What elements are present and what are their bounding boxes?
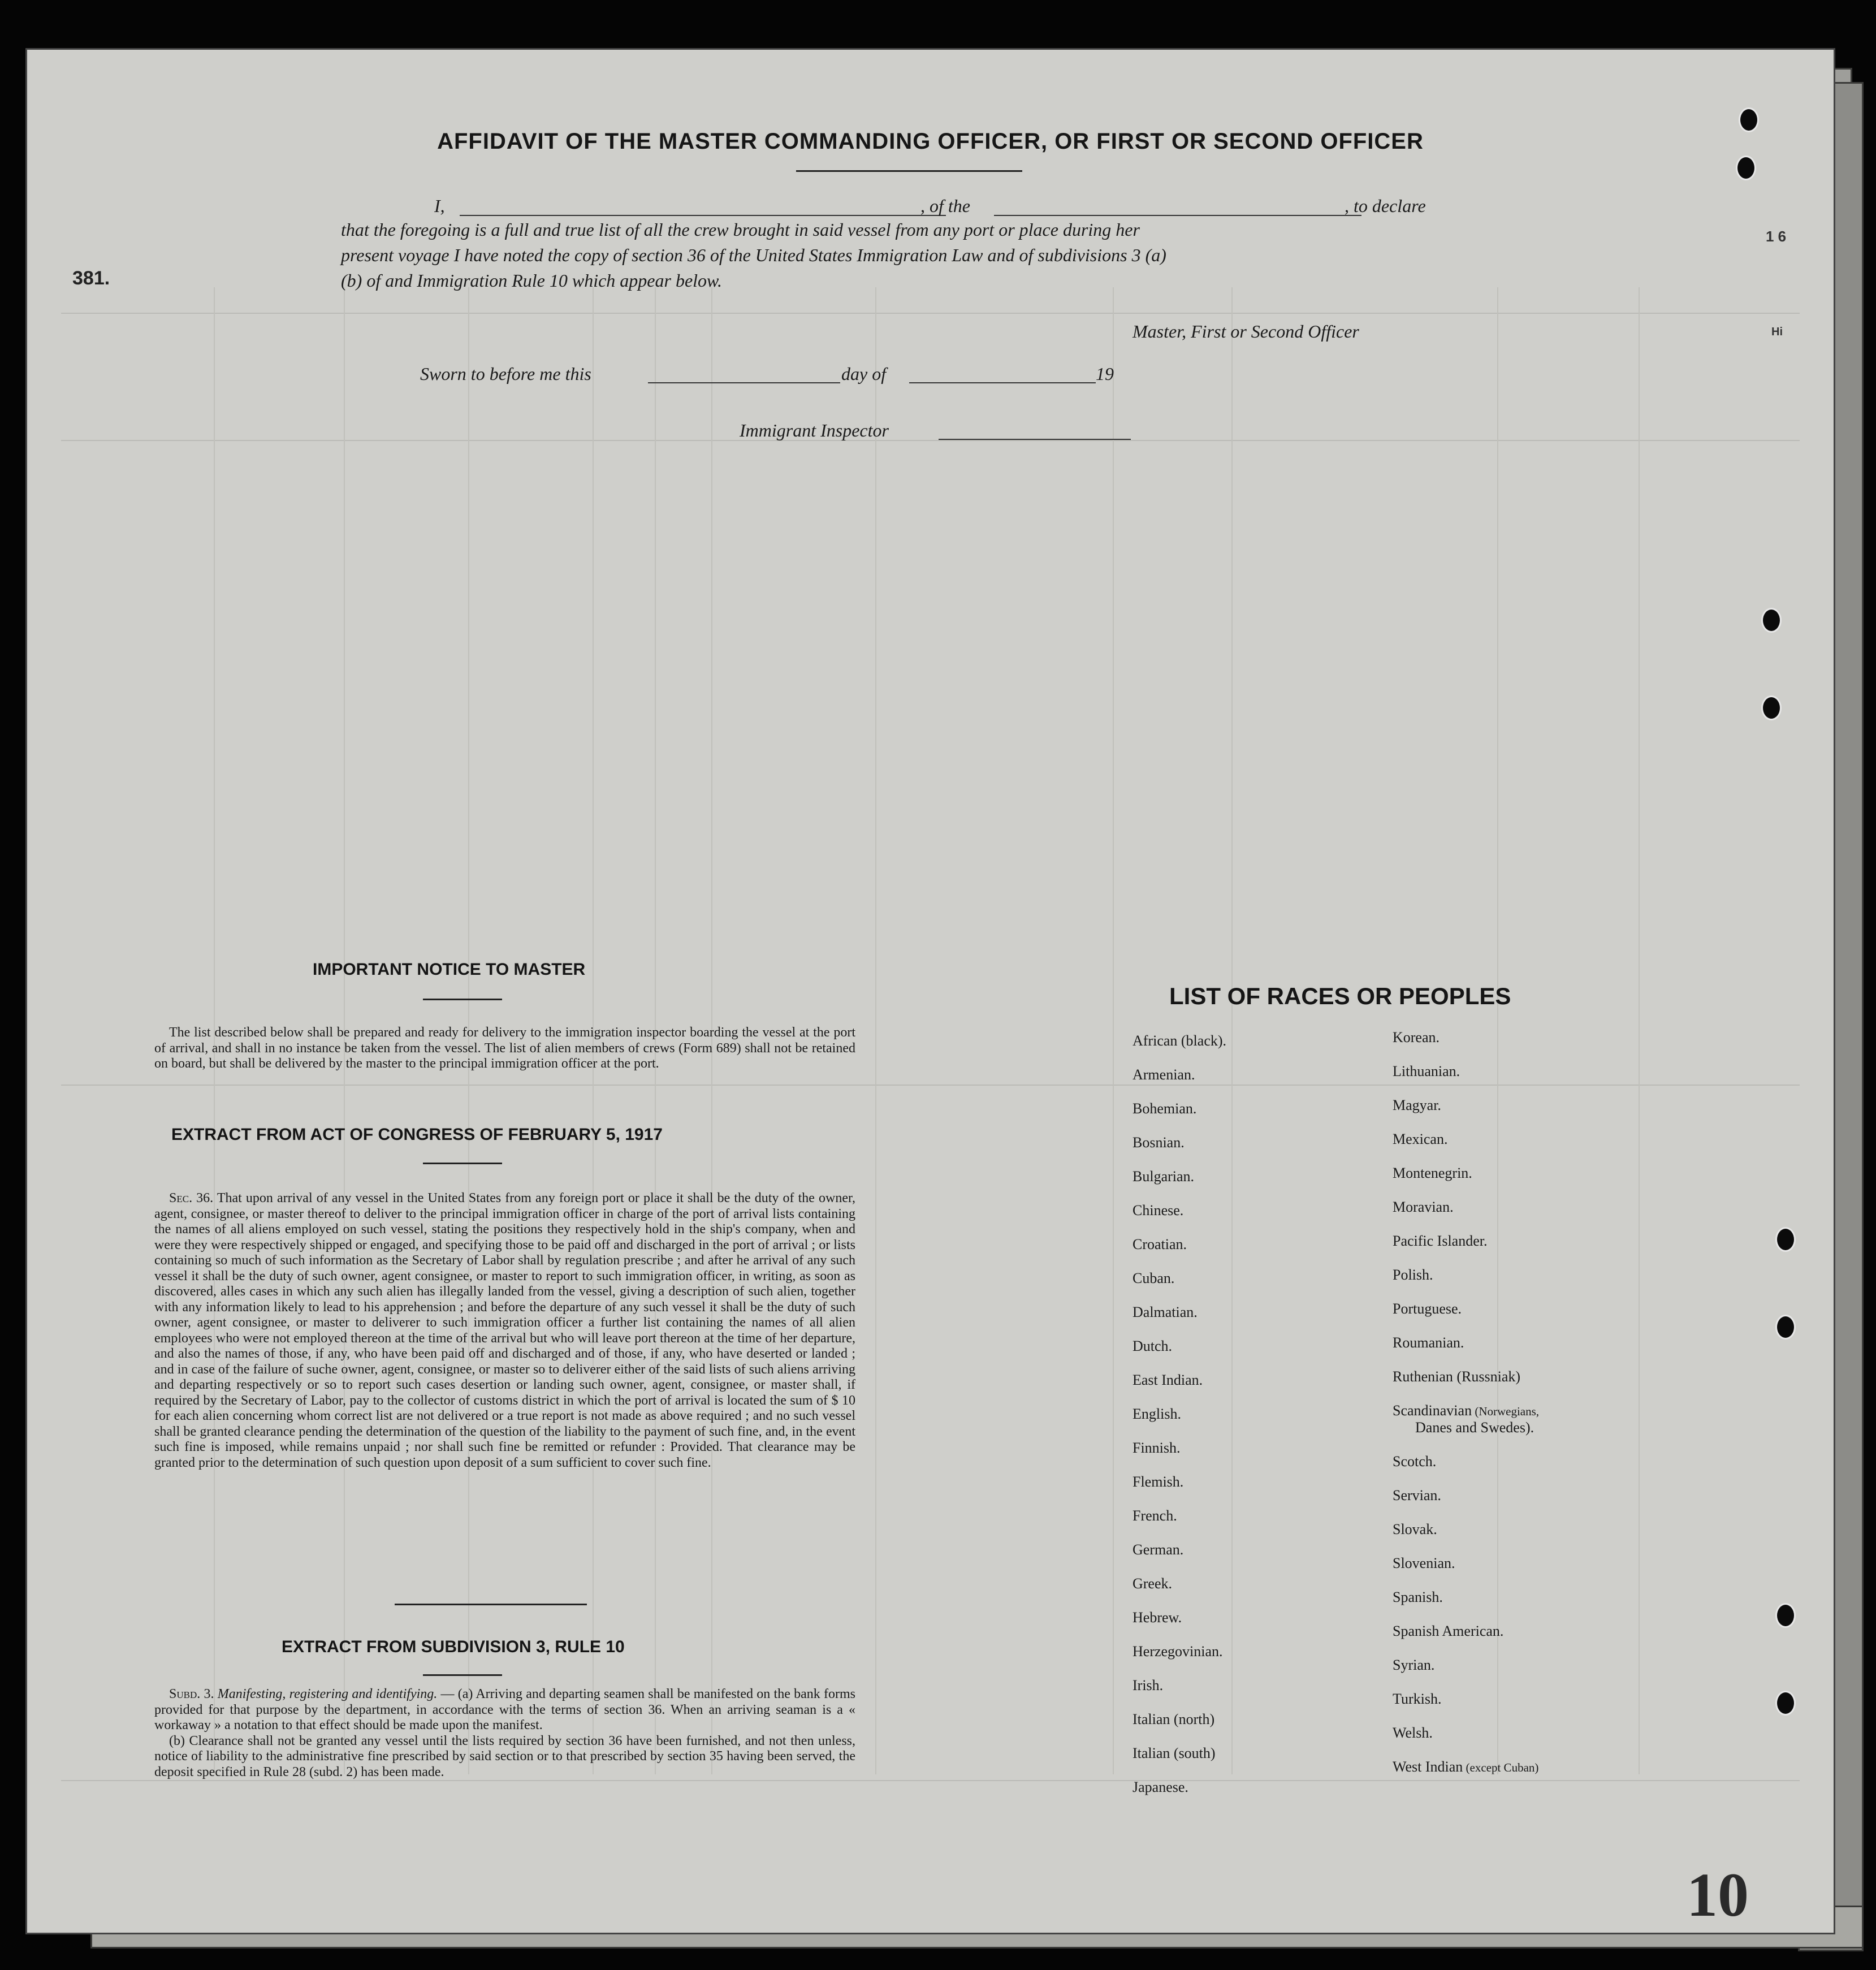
bleed-through-rule (61, 440, 1800, 441)
race-item: Italian (north) (1132, 1711, 1215, 1727)
race-item (1393, 1063, 1460, 1080)
title-underline (796, 170, 1022, 172)
race-item (1393, 1453, 1436, 1470)
race-item-label: Syrian. (1393, 1657, 1435, 1673)
binder-hole (1736, 155, 1756, 180)
race-note: (Norwegians, (1472, 1405, 1540, 1418)
page-number-bottom: 10 (1687, 1860, 1749, 1929)
race-item (1393, 1589, 1443, 1606)
bleed-through-column (1497, 287, 1498, 1774)
name-blank (460, 215, 946, 216)
race-item (1393, 1555, 1455, 1572)
race-item: Dutch. (1132, 1338, 1173, 1354)
binder-hole (1761, 608, 1782, 633)
race-item: German. (1132, 1541, 1184, 1558)
affidavit-line1-prefix: I, (434, 196, 445, 216)
race-item: Finnish. (1132, 1440, 1181, 1456)
race-item (1393, 1301, 1462, 1317)
race-item-label: West Indian (1393, 1759, 1463, 1775)
bleed-through-column (1639, 287, 1640, 1774)
affidavit-line1-end: , to declare (1345, 196, 1426, 216)
race-item-label: Servian. (1393, 1487, 1441, 1504)
binder-hole (1775, 1315, 1796, 1340)
race-item (1393, 1657, 1434, 1674)
form-sheet (25, 48, 1835, 1934)
race-item (1393, 1267, 1433, 1284)
binder-hole (1775, 1227, 1796, 1252)
race-item: Japanese. (1132, 1779, 1188, 1795)
race-item (1393, 1165, 1472, 1182)
race-item-label: Scandinavian (1393, 1402, 1472, 1419)
race-item (1393, 1334, 1464, 1351)
race-item: Flemish. (1132, 1474, 1184, 1490)
race-item: Bulgarian. (1132, 1168, 1195, 1185)
subd-label: Subd. 3. (169, 1687, 214, 1701)
inspector-blank (939, 439, 1131, 440)
sworn-prefix: Sworn to before me this (420, 364, 591, 384)
binder-hole (1739, 107, 1759, 132)
race-item: English. (1132, 1406, 1181, 1422)
binder-hole (1775, 1691, 1796, 1716)
affidavit-line4: (b) of and Immigration Rule 10 which appear below. (341, 270, 722, 291)
races-heading: LIST OF RACES OR PEOPLES (1169, 983, 1511, 1009)
race-item: Dalmatian. (1132, 1304, 1198, 1320)
rule-text (154, 1687, 855, 1780)
race-item (1393, 1368, 1520, 1385)
bleed-through-rule (61, 1780, 1800, 1781)
race-note: (except Cuban) (1463, 1761, 1539, 1774)
race-item (1393, 1199, 1454, 1216)
act-end-rule (395, 1604, 587, 1605)
affidavit-line1-mid: , of the (920, 196, 970, 216)
edge-mark: 1 6 (1766, 228, 1787, 245)
race-item-label: Portuguese. (1393, 1301, 1462, 1317)
race-item (1393, 1725, 1433, 1742)
race-item-label: Scotch. (1393, 1453, 1437, 1470)
race-item-label: Lithuanian. (1393, 1063, 1460, 1079)
race-item: Herzegovinian. (1132, 1643, 1223, 1660)
edge-mark: Hi (1771, 326, 1783, 338)
race-item (1393, 1759, 1538, 1775)
race-item: Italian (south) (1132, 1745, 1216, 1761)
page-number-left: 381. (72, 267, 110, 289)
race-item: Armenian. (1132, 1066, 1195, 1083)
race-item: African (black). (1132, 1032, 1227, 1049)
race-item (1393, 1487, 1441, 1504)
race-item (1393, 1233, 1488, 1250)
race-item: Chinese. (1132, 1202, 1184, 1219)
act-heading: EXTRACT FROM ACT OF CONGRESS OF FEBRUARY 5, 1917 (171, 1125, 663, 1144)
race-item (1393, 1097, 1441, 1114)
race-item-label: Montenegrin. (1393, 1165, 1472, 1181)
bleed-through-rule (61, 313, 1800, 314)
race-item-label: Welsh. (1393, 1725, 1433, 1741)
notice-text (154, 1025, 855, 1072)
race-item: Greek. (1132, 1575, 1173, 1592)
race-item: Bosnian. (1132, 1134, 1185, 1151)
race-item: Bohemian. (1132, 1100, 1197, 1117)
notice-underline (423, 999, 502, 1000)
inspector-label: Immigrant Inspector (740, 420, 889, 440)
race-item-label: Mexican. (1393, 1131, 1448, 1147)
affidavit-line3: present voyage I have noted the copy of section 36 of the United States Immigration Law and of subdivisions 3 (a) (341, 245, 1166, 265)
subd-text-a: — (a) Arriving and departing seamen shall be manifested on the bank forms provided for that purpose by the department, in accordance with the terms of section 36. When an arriving seaman is a « workaway » a notation to that effect should be made upon the manifest. (154, 1687, 856, 1733)
race-item-label: Korean. (1393, 1029, 1440, 1046)
sworn-month-blank (909, 382, 1096, 383)
subd-text-b: (b) Clearance shall not be granted any vessel until the lists required by section 36 have been furnished, and not then unless, notice of liability to the administrative fine prescribed by said section or to that prescribed by section 35 having been served, the deposit specified in Rule 28 (subd. 2) has been made. (154, 1733, 855, 1779)
race-note-line2: Danes and Swedes). (1415, 1419, 1534, 1436)
race-item (1393, 1623, 1503, 1640)
race-item (1393, 1521, 1437, 1538)
race-item (1393, 1029, 1440, 1046)
race-item-label: Roumanian. (1393, 1334, 1464, 1351)
affidavit-line2: that the foregoing is a full and true list of all the crew brought in said vessel from any port or place during her (341, 219, 1140, 240)
race-item-label: Spanish. (1393, 1589, 1443, 1605)
rule-heading: EXTRACT FROM SUBDIVISION 3, RULE 10 (282, 1638, 625, 1656)
race-item: East Indian. (1132, 1372, 1203, 1388)
notice-heading: IMPORTANT NOTICE TO MASTER (313, 960, 586, 979)
binder-hole (1761, 695, 1782, 720)
race-item-label: Magyar. (1393, 1097, 1441, 1113)
act-underline (423, 1163, 502, 1164)
race-item: Cuban. (1132, 1270, 1175, 1286)
act-paragraph: That upon arrival of any vessel in the United States from any foreign port or place it shall be the duty of the owner, agent, consignee, or master thereof to deliver to the principal immigration officer in charge of the port of arrival lists containing the names of all aliens employed on such vessel, stating the positions they respectively hold in the ship's company, when and were they were respectively shipped or engaged, and specifying those to be paid off and discharged in the port of arrival ; or lists containing so much of such information as the Secretary of Labor shall by regulation prescribe ; and after he arrival of any such vessel it shall be the duty of such owner, agent consignee, or master to report to such immigration officer, in writing, as soon as discovered, alles cases in which any such alien has illegally landed from the vessel, giving a description of such alien, together with any information likely to lead to his apprehension ; and before the departure of any such vessel it shall be the duty of such owner, agent consignee, or master to deliverer to such immigration officer a further list containing the names of all alien employees who were not employed thereon at the time of the arrival but who will leave port thereon at the time of her departure, and also the names of those, if any, who have been paid off and discharged and of those, if any, who have deserted or landed ; and in case of the failure of suche owner, agent, consignee, or master so to deliverer either of the said lists of such aliens arriving and departing respectively or so to report such cases desertion or landing such owner, agent, consignee, or master shall, if required by the Secretary of Labor, pay to the collector of customs district in which the port of arrival is located the sum of $ 10 for each alien concerning whom correct list are not delivered or a true report is not made as above required ; and no such vessel shall be granted clearance pending the determination of the question of the liability to the payment of such fine, and, in the event such fine is imposed, while remains unpaid ; nor shall such fine be remitted or refunder : Provided. That clearance may be granted prior to the determination of such question upon deposit of a sum sufficient to cover such fine. (154, 1191, 856, 1470)
race-item-label: Slovenian. (1393, 1555, 1455, 1571)
race-item-label: Moravian. (1393, 1199, 1454, 1215)
subd-title: Manifesting, registering and identifying. (217, 1687, 438, 1701)
race-item-label: Polish. (1393, 1267, 1433, 1283)
race-item (1393, 1131, 1447, 1148)
notice-paragraph: The list described below shall be prepared and ready for delivery to the immigration inspector boarding the vessel at the port of arrival, and shall in no instance be taken from the vessel. The list of alien members of crews (Form 689) shall not be retained on board, but shall be delivered by the master to the principal immigration officer at the port. (154, 1025, 855, 1071)
bleed-through-column (1113, 287, 1114, 1774)
officer-label: Master, First or Second Officer (1132, 321, 1359, 342)
bleed-through-column (875, 287, 876, 1774)
sworn-day-blank (648, 382, 840, 383)
race-item: Hebrew. (1132, 1609, 1182, 1626)
binder-hole (1775, 1603, 1796, 1628)
race-item (1393, 1402, 1539, 1419)
race-item-label: Spanish American. (1393, 1623, 1504, 1639)
bleed-through-rule (61, 1085, 1800, 1086)
rule-underline (423, 1674, 502, 1676)
sworn-day-of: day of (841, 364, 887, 384)
race-item (1393, 1691, 1441, 1708)
race-item: Croatian. (1132, 1236, 1187, 1252)
race-item-label: Slovak. (1393, 1521, 1437, 1537)
sworn-year: 19 (1096, 364, 1114, 384)
affidavit-title: AFFIDAVIT OF THE MASTER COMMANDING OFFICER, OR FIRST OR SECOND OFFICER (437, 129, 1424, 154)
race-item: French. (1132, 1507, 1177, 1524)
bleed-through-column (1231, 287, 1233, 1774)
race-item-label: Turkish. (1393, 1691, 1442, 1707)
race-item-label: Ruthenian (Russniak) (1393, 1368, 1521, 1385)
act-text (154, 1191, 855, 1471)
vessel-blank (994, 215, 1361, 216)
race-item-label: Pacific Islander. (1393, 1233, 1488, 1249)
act-sec-label: Sec. 36. (169, 1191, 214, 1206)
race-item: Irish. (1132, 1677, 1164, 1693)
